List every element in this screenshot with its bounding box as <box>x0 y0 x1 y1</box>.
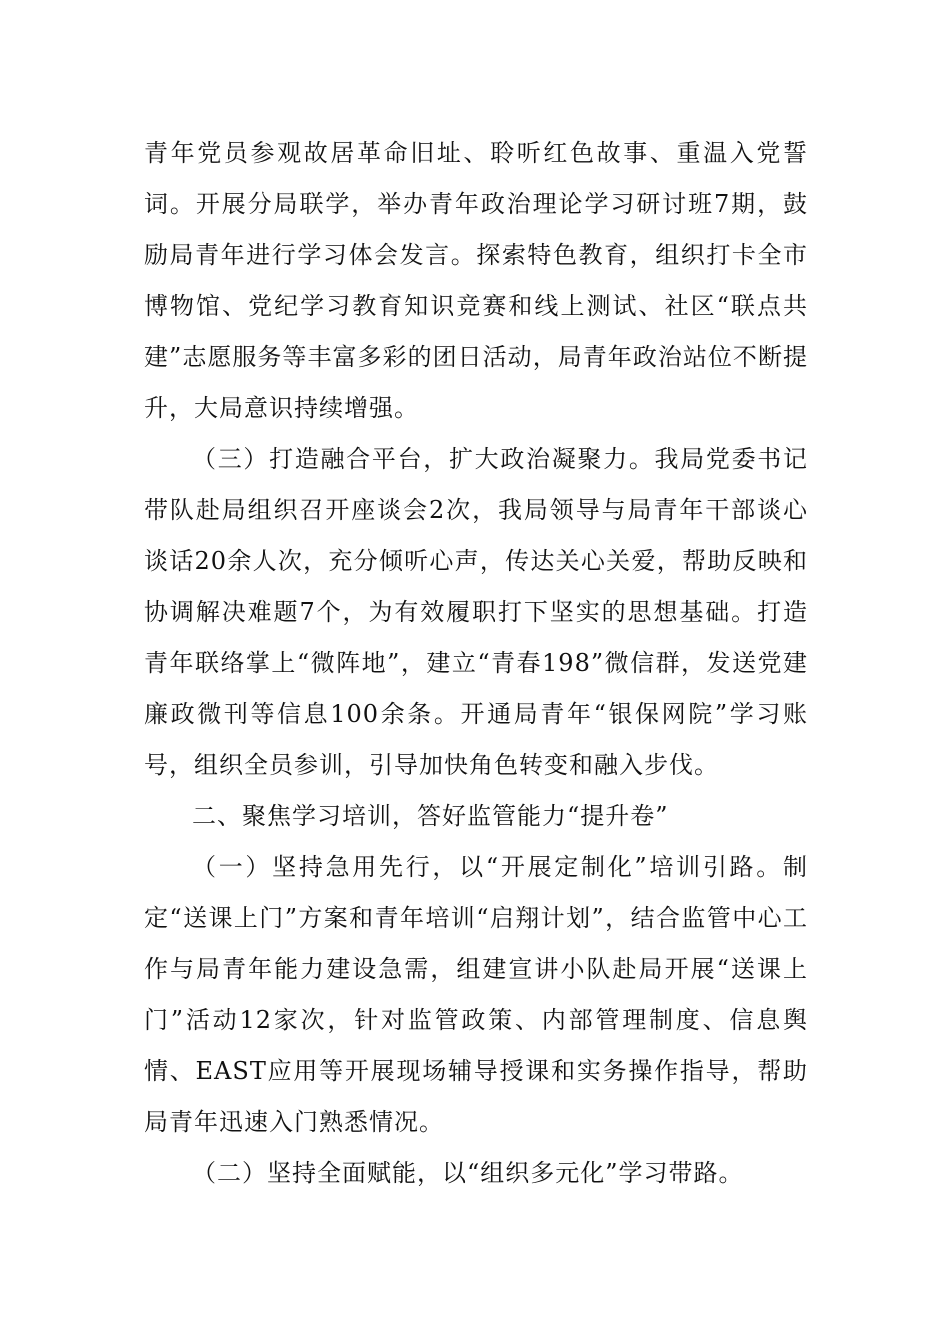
paragraph-subsection-one: （一）坚持急用先行，以“开展定制化”培训引路。制定“送课上门”方案和青年培训“启翔计划”，结合监管中心工作与局青年能力建设急需，组建宣讲小队赴局开展“送课上门”活动12家次，针对监管政策、内部管理制度、信息舆情、EAST应用等开展现场辅导授课和实务操作指导，帮助局青年迅速入门熟悉情况。 <box>144 853 808 1136</box>
paragraph-continuation: 青年党员参观故居革命旧址、聆听红色故事、重温入党誓词。开展分局联学，举办青年政治理论学习研讨班7期，鼓励局青年进行学习体会发言。探索特色教育，组织打卡全市博物馆、党纪学习教育知识竞赛和线上测试、社区“联点共建”志愿服务等丰富多彩的团日活动，局青年政治站位不断提升，大局意识持续增强。 <box>144 139 808 422</box>
document-body <box>144 128 808 1199</box>
paragraph-subsection-two: （二）坚持全面赋能，以“组织多元化”学习带路。 <box>192 1159 744 1187</box>
paragraph-section-three: （三）打造融合平台，扩大政治凝聚力。我局党委书记带队赴局组织召开座谈会2次，我局领导与局青年干部谈心谈话20余人次，充分倾听心声，传达关心关爱，帮助反映和协调解决难题7个，为有效履职打下坚实的思想基础。打造青年联络掌上“微阵地”，建立“青春198”微信群，发送党建廉政微刊等信息100余条。开通局青年“银保网院”学习账号，组织全员参训，引导加快角色转变和融入步伐。 <box>144 445 808 779</box>
section-heading-two: 二、聚焦学习培训，答好监管能力“提升卷” <box>192 802 669 830</box>
